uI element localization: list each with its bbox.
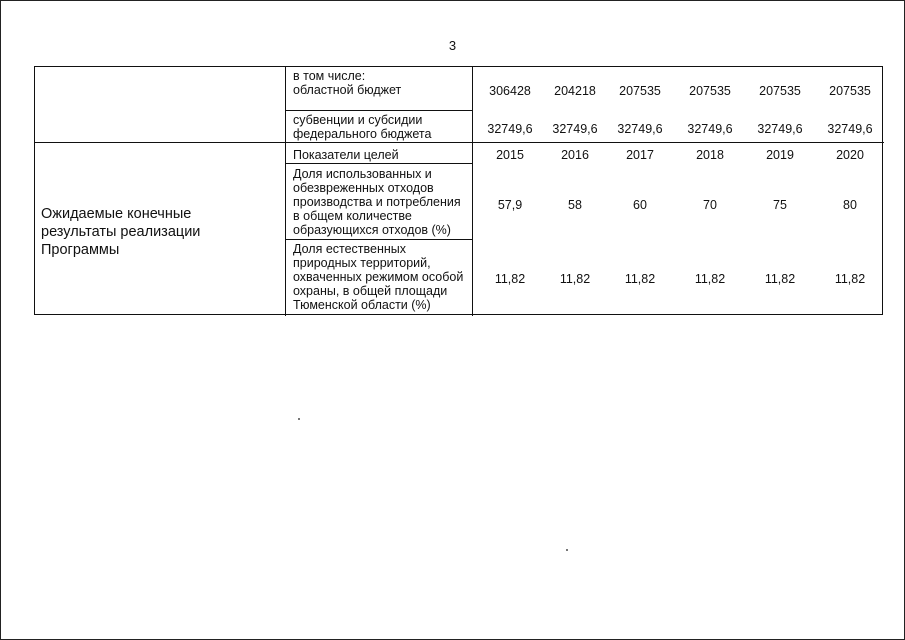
year-2019: 2019	[766, 148, 794, 162]
expected-results-label: Ожидаемые конечные результаты реализации Программы	[41, 206, 201, 258]
row-divider-4	[285, 239, 473, 240]
regional-budget-value: 204218	[554, 84, 596, 98]
regional-budget-value: 207535	[759, 84, 801, 98]
regional-budget-value: 207535	[829, 84, 871, 98]
subventions-label: субвенции и субсидии федерального бюджета	[293, 113, 432, 141]
subventions-value: 32749,6	[827, 122, 873, 136]
regional-budget-value: 207535	[689, 84, 731, 98]
subventions-value: 32749,6	[617, 122, 663, 136]
year-2020: 2020	[836, 148, 864, 162]
row-divider-3	[285, 163, 473, 164]
waste-share-value: 75	[773, 198, 787, 212]
divider-left-column	[285, 67, 286, 316]
subventions-value: 32749,6	[552, 122, 598, 136]
year-2016: 2016	[561, 148, 589, 162]
year-2015: 2015	[496, 148, 524, 162]
waste-share-value: 58	[568, 198, 582, 212]
protected-share-value: 11,82	[494, 272, 526, 286]
regional-budget-label: в том числе: областной бюджет	[293, 69, 402, 97]
row-divider-1	[285, 110, 473, 111]
subventions-value: 32749,6	[487, 122, 533, 136]
row-divider-2	[35, 142, 884, 143]
scan-speck	[298, 418, 300, 420]
year-2017: 2017	[626, 148, 654, 162]
waste-share-value: 60	[633, 198, 647, 212]
subventions-value: 32749,6	[757, 122, 803, 136]
waste-share-value: 80	[843, 198, 857, 212]
year-2018: 2018	[696, 148, 724, 162]
subventions-value: 32749,6	[687, 122, 733, 136]
waste-share-value: 57,9	[497, 198, 523, 212]
protected-share-value: 11,82	[624, 272, 656, 286]
protected-share-label: Доля естественных природных территорий, охваченных режимом особой охраны, в общей площади Тюменской области (%)	[293, 242, 464, 312]
protected-share-value: 11,82	[559, 272, 591, 286]
divider-label-column	[472, 67, 473, 316]
regional-budget-value: 306428	[489, 84, 531, 98]
protected-share-value: 11,82	[764, 272, 796, 286]
program-table	[34, 66, 883, 315]
goals-header-label: Показатели целей	[293, 148, 399, 162]
page-number: 3	[448, 38, 457, 53]
regional-budget-value: 207535	[619, 84, 661, 98]
waste-share-label: Доля использованных и обезвреженных отходов производства и потребления в общем количестве образующихся отходов (%)	[293, 167, 461, 237]
scan-speck	[566, 549, 568, 551]
protected-share-value: 11,82	[694, 272, 726, 286]
protected-share-value: 11,82	[834, 272, 866, 286]
waste-share-value: 70	[703, 198, 717, 212]
